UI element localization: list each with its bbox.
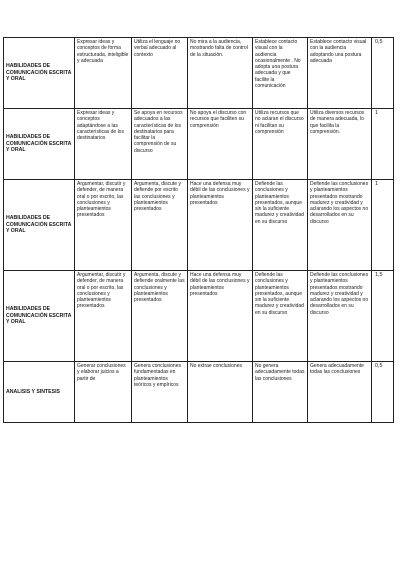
indicator-cell: Se apoya en recursos adecuados a las características de los destinatarios para facilitar la comprensión de su discurso [132,109,188,180]
level-high-cell: Genera adecuadamente todas las conclusiones [308,362,372,423]
competence-cell: Expresar ideas y conceptos adaptándose a las características de los destinatarios [75,109,132,180]
score-cell: 1,5 [372,271,394,362]
level-mid-cell: Defiende las conclusiones y planteamientos presentados, aunque sin la suficiente madurez y creatividad en su discurso [253,271,308,362]
score-cell: 0,5 [372,362,394,423]
score-cell: 1 [372,109,394,180]
indicator-cell: Utiliza el lenguaje no verbal adecuado al contexto [132,38,188,109]
indicator-cell: Argumenta, discute y defiende oralmente las conclusiones y planteamientos presentados [132,271,188,362]
level-low-cell: Hace una defensa muy débil de las conclusiones y planteamientos presentados [188,271,253,362]
level-high-cell: Defiende las conclusiones y planteamientos presentados mostrando madurez y creatividad y aclarando los aspectos no desarrollados en su discurso [308,180,372,271]
rubric-row [4,109,394,180]
indicator-cell: Argumenta, discute y defiende por escrito las conclusiones y planteamientos presentados [132,180,188,271]
score-cell: 1 [372,180,394,271]
level-low-cell: No extrae conclusiones [188,362,253,423]
level-low-cell: No mira a la audiencia, mostrando falta de control de la situación. [188,38,253,109]
rubric-row [4,180,394,271]
level-high-cell: Utiliza diversos recursos de manera adecuada, lo que facilita la comprensión. [308,109,372,180]
level-high-cell: Establece contacto visual con la audiencia adoptando una postura adecuada [308,38,372,109]
competence-cell: Expresar ideas y conceptos de forma estructurada, inteligible y adecuada [75,38,132,109]
level-mid-cell: No genera adecuadamente todas las conclusiones [253,362,308,423]
evaluation-rubric-table [3,37,394,423]
level-mid-cell: Utiliza recursos que no aclaran el discurso ni facilitan su comprensión [253,109,308,180]
competence-cell: Argumentar, discutir y defender, de manera oral o por escrito, las conclusiones y planteamientos presentados [75,180,132,271]
level-low-cell: Hace una defensa muy débil de las conclusiones y planteamientos presentados [188,180,253,271]
rubric-row [4,362,394,423]
rubric-row [4,38,394,109]
criterion-cell: HABILIDADES DE COMUNICACIÓN ESCRITA Y ORAL [4,38,75,109]
criterion-cell: HABILIDADES DE COMUNICACIÓN ESCRITA Y ORAL [4,180,75,271]
level-high-cell: Defiende las conclusiones y planteamientos presentados mostrando madurez y creatividad y aclarando los aspectos no desarrollados en su discurso [308,271,372,362]
indicator-cell: Genera conclusiones fundamentadas en planteamientos teóricos y empíricos [132,362,188,423]
competence-cell: Generar conclusiones y elaborar juicios a partir de [75,362,132,423]
level-low-cell: No apoya el discurso con recursos que faciliten su comprensión [188,109,253,180]
competence-cell: Argumentar, discutir y defender, de manera oral o por escrito, las conclusiones y planteamientos presentados [75,271,132,362]
criterion-cell: ANALISIS Y SINTESIS [4,362,75,423]
level-mid-cell: Defiende las conclusiones y planteamientos presentados, aunque sin la suficiente madurez y creatividad en su discurso [253,180,308,271]
level-mid-cell: Establece contacto visual con la audiencia ocasionalmente . No adopta una postura adecuada y que facilite la comunicación [253,38,308,109]
criterion-cell: HABILIDADES DE COMUNICACIÓN ESCRITA Y ORAL [4,109,75,180]
criterion-cell: HABILIDADES DE COMUNICACIÓN ESCRITA Y ORAL [4,271,75,362]
score-cell: 0,5 [372,38,394,109]
rubric-row [4,271,394,362]
